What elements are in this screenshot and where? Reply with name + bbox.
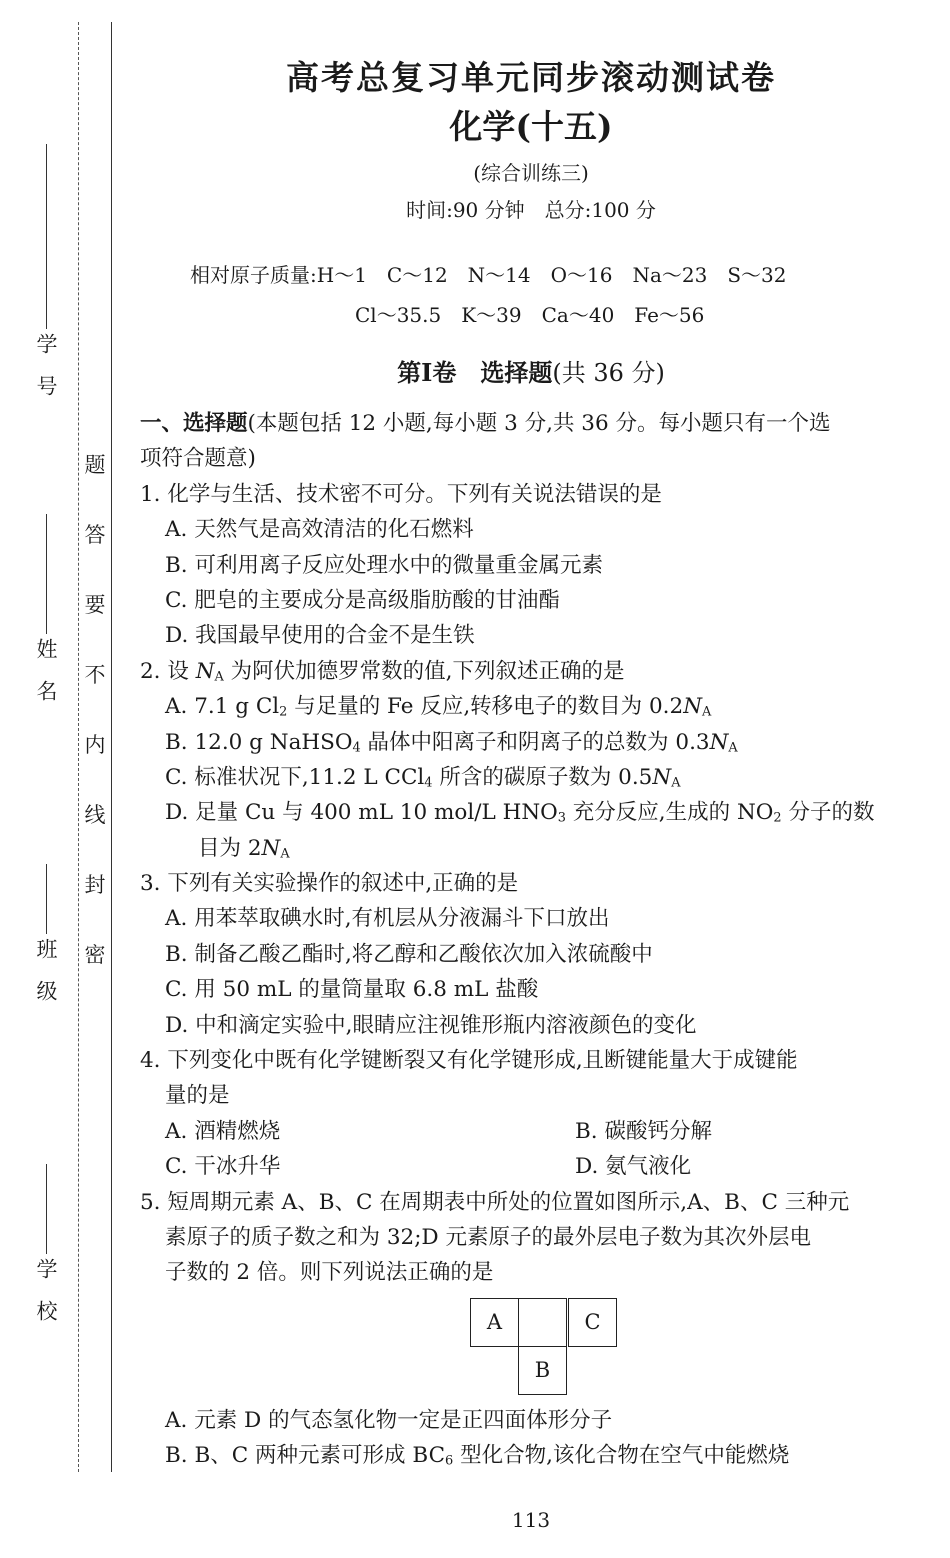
q2-option-d (140, 795, 928, 830)
q2-option-d-cont (140, 831, 928, 866)
atomic-mass-values-1: H～1 C～12 N～14 O～16 Na～23 S～32 (316, 263, 787, 287)
na-subscript: A (214, 669, 224, 685)
q2-c-post: 所含的碳原子数为 0.5 (432, 764, 653, 790)
class-underline (46, 864, 47, 934)
q4-option-c: C. 干冰升华 (165, 1154, 281, 1180)
student-id-underline (46, 144, 47, 329)
section-heading (112, 353, 950, 388)
q1-option-b: B. 可利用离子反应处理水中的微量重金属元素 (165, 552, 603, 578)
seal-char: 封 (84, 873, 106, 897)
q2-b-pre: B. 12.0 g NaHSO (165, 729, 353, 755)
q2-d-sub2: 2 (773, 810, 782, 826)
q4-option-b: B. 碳酸钙分解 (575, 1118, 712, 1144)
seal-char: 答 (84, 523, 106, 547)
q4-option-d: D. 氨气液化 (575, 1154, 692, 1180)
na-symbol: N (195, 658, 215, 684)
class-label: 班 级 (34, 938, 58, 1001)
q1-option-c: C. 肥皂的主要成分是高级脂肪酸的甘油酯 (165, 587, 560, 613)
na-subscript: A (280, 846, 290, 862)
seal-char: 不 (84, 663, 106, 687)
school-label: 学 校 (34, 1258, 58, 1321)
q4-options-row-1 (140, 1114, 928, 1149)
exam-title: 高考总复习单元同步滚动测试卷 (286, 58, 776, 97)
grid-cell-c: C (568, 1298, 617, 1347)
class-field (28, 860, 64, 1001)
time-info: 时间:90 分钟 总分:100 分 (406, 198, 656, 222)
q4-option-a: A. 酒精燃烧 (165, 1118, 281, 1144)
q5-stem-cont-1: 素原子的质子数之和为 32;D 元素原子的最外层电子数为其次外层电 (165, 1224, 812, 1250)
seal-char: 题 (84, 453, 106, 477)
q5-b-pre: B. B、C 两种元素可形成 BC (165, 1443, 446, 1469)
na-symbol: N (652, 764, 672, 790)
q2-stem-post: 为阿伏加德罗常数的值,下列叙述正确的是 (223, 658, 625, 684)
q3-stem: 3. 下列有关实验操作的叙述中,正确的是 (140, 871, 519, 897)
grid-cell-empty (518, 1298, 567, 1347)
q2-d-post: 分子的数 (781, 800, 875, 826)
q4-stem-cont: 量的是 (165, 1083, 230, 1109)
student-id-field (28, 140, 64, 396)
page-number: 113 (511, 1508, 551, 1532)
seal-warning (78, 448, 112, 1008)
na-symbol: N (261, 835, 281, 861)
q2-c-sub: 4 (424, 775, 433, 791)
q2-c-pre: C. 标准状况下,11.2 L CCl (165, 764, 425, 790)
na-subscript: A (702, 704, 712, 720)
q5-stem-cont-2: 子数的 2 倍。则下列说法正确的是 (165, 1260, 494, 1286)
part-one-label: 一、选择题 (140, 411, 248, 436)
periodic-table-figure (140, 1291, 928, 1403)
q1-option-a: A. 天然气是高效清洁的化石燃料 (165, 517, 474, 543)
q3-option-d: D. 中和滴定实验中,眼睛应注视锥形瓶内溶液颜色的变化 (165, 1012, 697, 1038)
exam-subject: 化学(十五) (449, 107, 613, 146)
q2-stem (140, 654, 928, 689)
q2-d-mid: 充分反应,生成的 NO (565, 800, 774, 826)
section-title: 第Ⅰ卷 选择题 (397, 358, 553, 387)
q3-option-c: C. 用 50 mL 的量筒量取 6.8 mL 盐酸 (165, 977, 539, 1003)
grid-cell-b: B (518, 1346, 567, 1395)
na-subscript: A (671, 775, 681, 791)
q4-options-row-2 (140, 1149, 928, 1184)
q2-a-pre: A. 7.1 g Cl (165, 694, 280, 720)
atomic-mass-row-1 (190, 259, 787, 288)
q2-b-post: 晶体中阳离子和阴离子的总数为 0.3 (360, 729, 710, 755)
seal-char: 线 (84, 803, 106, 827)
q2-d-sub: 3 (557, 810, 566, 826)
seal-char: 内 (84, 733, 106, 757)
q5-option-b (140, 1438, 928, 1473)
q5-stem: 5. 短周期元素 A、B、C 在周期表中所处的位置如图所示,A、B、C 三种元 (140, 1189, 850, 1215)
question-body (140, 406, 928, 1474)
name-underline (46, 514, 47, 634)
school-underline (46, 1164, 47, 1254)
exam-subtitle: (综合训练三) (473, 161, 589, 185)
grid-cell-a: A (470, 1298, 519, 1347)
q2-a-post: 与足量的 Fe 反应,转移电子的数目为 0.2 (287, 694, 684, 720)
q2-b-sub: 4 (352, 740, 361, 756)
name-field (28, 510, 64, 701)
atomic-mass-row-2: Cl～35.5 K～39 Ca～40 Fe～56 (355, 303, 705, 327)
seal-char: 要 (84, 593, 106, 617)
atomic-mass-label: 相对原子质量: (190, 263, 317, 287)
q2-a-sub: 2 (279, 704, 288, 720)
q1-stem: 1. 化学与生活、技术密不可分。下列有关说法错误的是 (140, 481, 662, 507)
name-label: 姓 名 (34, 638, 58, 701)
seal-char: 密 (84, 943, 106, 967)
part-one-instruction-2: 项符合题意) (140, 446, 256, 472)
part-one-heading (140, 406, 928, 441)
q2-option-b (140, 725, 928, 760)
q4-stem: 4. 下列变化中既有化学键断裂又有化学键形成,且断键能量大于成键能 (140, 1048, 798, 1074)
section-score: (共 36 分) (552, 359, 665, 387)
q1-option-d: D. 我国最早使用的合金不是生铁 (165, 623, 475, 649)
part-one-instruction: (本题包括 12 小题,每小题 3 分,共 36 分。每小题只有一个选 (247, 411, 831, 436)
na-symbol: N (709, 729, 729, 755)
q2-d-line2: 目为 2 (198, 835, 262, 861)
q2-stem-pre: 2. 设 (140, 658, 196, 684)
q2-option-c (140, 760, 928, 795)
q5-option-a: A. 元素 D 的气态氢化物一定是正四面体形分子 (165, 1407, 613, 1433)
student-id-label: 学 号 (34, 333, 58, 396)
q2-option-a (140, 689, 928, 724)
q3-option-a: A. 用苯萃取碘水时,有机层从分液漏斗下口放出 (165, 906, 610, 932)
na-symbol: N (683, 694, 703, 720)
q5-b-sub: 6 (445, 1453, 454, 1469)
q3-option-b: B. 制备乙酸乙酯时,将乙醇和乙酸依次加入浓硫酸中 (165, 941, 653, 967)
school-field (28, 1160, 64, 1321)
na-subscript: A (728, 740, 738, 756)
q5-b-post: 型化合物,该化合物在空气中能燃烧 (453, 1443, 790, 1469)
q2-d-pre: D. 足量 Cu 与 400 mL 10 mol/L HNO (165, 800, 558, 826)
